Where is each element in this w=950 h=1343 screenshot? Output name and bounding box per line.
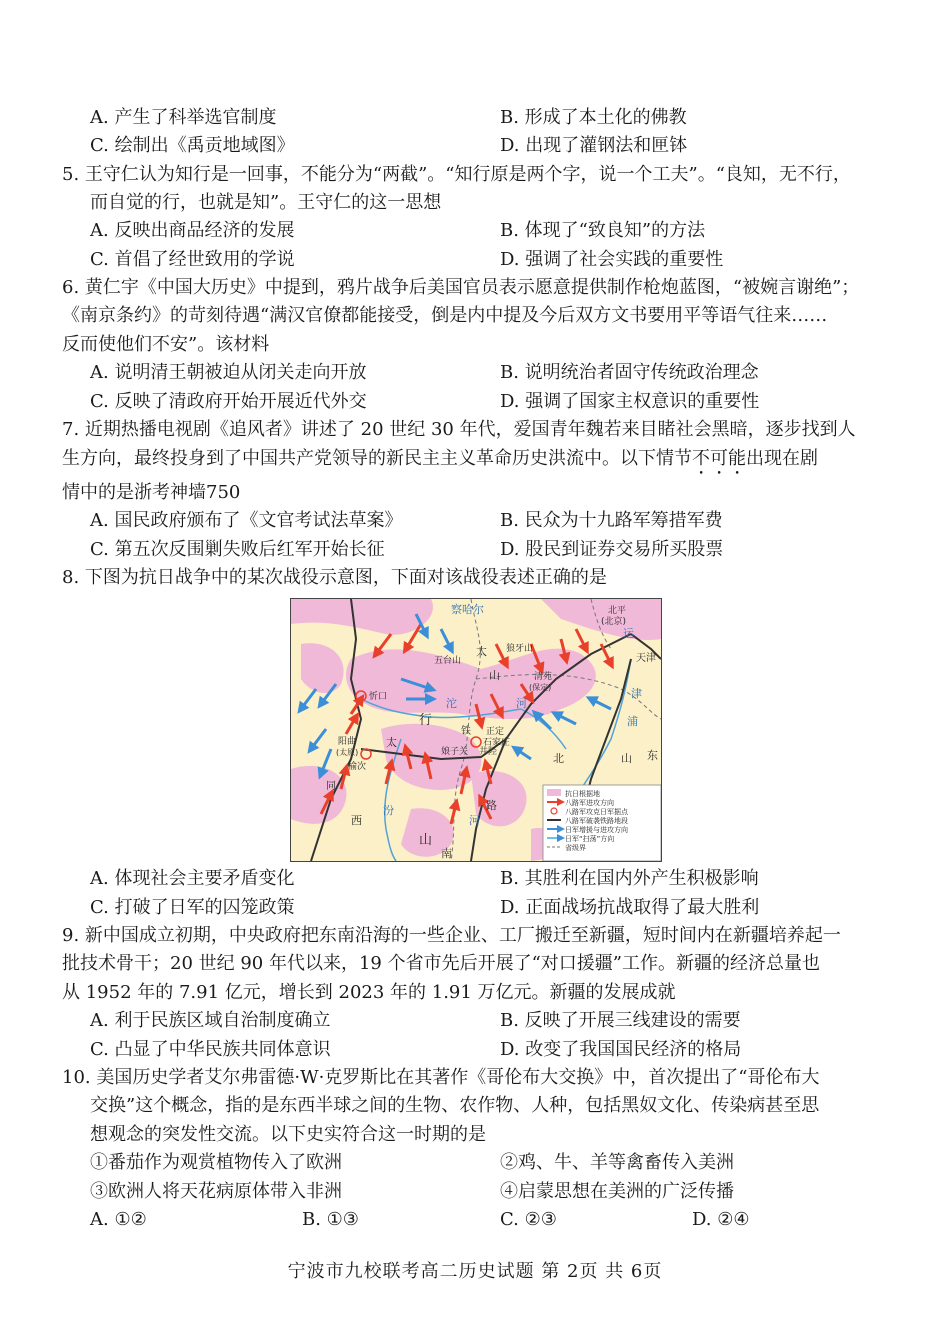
map-label-niangziguan: 娘子关 (441, 747, 469, 757)
q10-option-d: D. ②④ (692, 1209, 750, 1230)
battle-map-svg (291, 599, 661, 861)
q5-stem-line2: 而自觉的行，也就是知”。王守仁的这一思想 (90, 192, 442, 213)
q7-stem-line2-post: 出现在剧 (746, 448, 818, 469)
map-label-tong: 同 (326, 781, 336, 792)
q10-stem-line1: 10. 美国历史学者艾尔弗雷德·W·克罗斯比在其著作《哥伦布大交换》中，首次提出了“哥伦布大 (62, 1067, 820, 1088)
q10-option-a: A. ①② (90, 1209, 147, 1230)
map-label-shan2: 山 (419, 833, 433, 848)
legend-label-2: 八路军攻克日军据点 (565, 808, 628, 816)
map-label-beiping: 北平 (608, 606, 627, 616)
map-label-chahaer: 察哈尔 (451, 603, 484, 616)
q7-stem-line3: 情中的是浙考神墙750 (62, 482, 241, 503)
q7-option-d: D. 股民到证券交易所买股票 (500, 539, 724, 560)
q6-option-c: C. 反映了清政府开始开展近代外交 (90, 391, 367, 412)
map-label-he2: 河 (469, 814, 480, 827)
map-label-fen: 汾 (383, 804, 394, 817)
q9-stem-line3: 从 1952 年的 7.91 亿元，增长到 2023 年的 1.91 万亿元。新疆的发展成就 (62, 982, 676, 1003)
map-label-lu: 路 (486, 799, 497, 812)
legend-label-6: 省级界 (565, 844, 586, 852)
map-label-tai: 太 (476, 645, 487, 658)
q6-stem-line1: 6. 黄仁宇《中国大历史》中提到，鸦片战争后美国官员表示愿意提供制作枪炮蓝图，“被婉言谢绝”； (62, 277, 860, 298)
legend-label-0: 抗日根据地 (565, 790, 600, 798)
q8-option-a: A. 体现社会主要矛盾变化 (90, 868, 295, 889)
map-label-shijiazhuang: 石家庄 (483, 738, 511, 748)
map-label-tai2: 太 (386, 736, 397, 749)
map-label-taiyuan: (太原) (336, 748, 359, 757)
q7-stem-line2 (62, 447, 818, 479)
q6-stem-line2: 《南京条约》的苛刻待遇“满汉官僚都能接受，倒是内中提及今后双方文书要用平等语气往来…… (62, 305, 828, 326)
q10-stem-line3: 想观念的突发性交流。以下史实符合这一时期的是 (90, 1124, 486, 1145)
q8-stem-line1: 8. 下图为抗日战争中的某次战役示意图，下面对该战役表述正确的是 (62, 567, 607, 588)
q7-stem-line1: 7. 近期热播电视剧《追风者》讲述了 20 世纪 30 年代，爱国青年魏若来目睹社会黑暗，逐步找到人 (62, 419, 856, 440)
legend-label-4: 日军增援与进攻方向 (565, 826, 628, 834)
q6-option-d: D. 强调了国家主权意识的重要性 (500, 391, 760, 412)
q10-item-4: ④启蒙思想在美洲的广泛传播 (500, 1181, 734, 1202)
q7-emphasis-text: 不可能 (692, 448, 746, 469)
q10-item-2: ②鸡、牛、羊等禽畜传入美洲 (500, 1152, 734, 1173)
map-label-he1: 河 (516, 697, 527, 710)
map-label-shan1: 山 (489, 669, 500, 682)
q10-item-1: ①番茄作为观赏植物传入了欧洲 (90, 1152, 342, 1173)
map-label-baoding: (保定) (529, 683, 552, 692)
q4-option-c: C. 绘制出《禹贡地域图》 (90, 135, 295, 156)
q9-stem-line2: 批技术骨干；20 世纪 90 年代以来，19 个省市先后开展了“对口援疆”工作。新疆的经济总量也 (62, 953, 821, 974)
map-label-qingyuan: 清苑 (534, 672, 553, 682)
q5-option-a: A. 反映出商品经济的发展 (90, 220, 295, 241)
legend-swatch-base (547, 789, 561, 796)
q4-option-d: D. 出现了灌钢法和匣钵 (500, 135, 688, 156)
map-label-hang: 行 (419, 713, 433, 728)
legend-label-1: 八路军进攻方向 (565, 799, 614, 807)
q5-stem-line1: 5. 王守仁认为知行是一回事，不能分为“两截”。“知行原是两个字，说一个工夫”。“良知，无不行， (62, 164, 851, 185)
battle-map (290, 598, 662, 862)
q9-option-a: A. 利于民族区域自治制度确立 (90, 1010, 331, 1031)
q6-option-a: A. 说明清王朝被迫从闭关走向开放 (90, 362, 367, 383)
map-label-yun: 运 (623, 627, 634, 640)
q9-stem-line1: 9. 新中国成立初期，中央政府把东南沿海的一些企业、工厂搬迁至新疆，短时间内在新疆培养起一 (62, 925, 841, 946)
map-label-pu: 浦 (627, 715, 638, 728)
map-legend (543, 785, 661, 861)
q7-option-a: A. 国民政府颁布了《文官考试法草案》 (90, 510, 403, 531)
map-label-xi: 西 (351, 814, 362, 827)
q5-option-b: B. 体现了“致良知”的方法 (500, 220, 706, 241)
q4-option-b: B. 形成了本土化的佛教 (500, 107, 687, 128)
q5-option-d: D. 强调了社会实践的重要性 (500, 249, 724, 270)
q4-option-a: A. 产生了科举选官制度 (90, 107, 277, 128)
q7-stem-line2-pre: 生方向，最终投身到了中国共产党领导的新民主主义革命历史洪流中。以下情节 (62, 448, 692, 469)
q8-option-d: D. 正面战场抗战取得了最大胜利 (500, 897, 760, 918)
q8-option-b: B. 其胜利在国内外产生积极影响 (500, 868, 759, 889)
q10-option-b: B. ①③ (302, 1209, 359, 1230)
map-label-yangqu: 阳曲 (338, 737, 357, 747)
map-label-jingxing: 井陉 (479, 747, 498, 757)
map-label-yuci: 榆次 (348, 762, 367, 772)
legend-label-5: 日军“扫荡”方向 (565, 835, 615, 843)
map-label-xinkou: 忻口 (369, 692, 388, 702)
q10-item-3: ③欧洲人将天花病原体带入非洲 (90, 1181, 342, 1202)
map-label-jin: 津 (631, 687, 642, 700)
map-label-tianjin: 天津 (636, 653, 656, 664)
q5-option-c: C. 首倡了经世致用的学说 (90, 249, 295, 270)
q8-option-c: C. 打破了日军的囚笼政策 (90, 897, 295, 918)
map-label-langyashan: 狼牙山 (506, 644, 534, 654)
page-footer: 宁波市九校联考高二历史试题 第 2页 共 6页 (287, 1261, 663, 1282)
map-label-wutaishan: 五台山 (434, 656, 462, 666)
map-label-tie: 铁 (461, 726, 471, 737)
map-label-nan: 南 (441, 847, 452, 860)
q7-option-c: C. 第五次反围剿失败后红军开始长征 (90, 539, 385, 560)
q9-option-d: D. 改变了我国国民经济的格局 (500, 1039, 742, 1060)
q6-option-b: B. 说明统治者固守传统政治理念 (500, 362, 759, 383)
q10-option-c: C. ②③ (500, 1209, 557, 1230)
q9-option-c: C. 凸显了中华民族共同体意识 (90, 1039, 331, 1060)
map-label-hu: 沱 (446, 697, 457, 710)
map-label-bei: 北 (553, 752, 564, 765)
q7-option-b: B. 民众为十九路军筹措军费 (500, 510, 723, 531)
legend-label-3: 八路军破袭铁路地段 (565, 817, 628, 825)
map-label-zhengding: 正定 (486, 727, 505, 737)
q9-option-b: B. 反映了开展三线建设的需要 (500, 1010, 741, 1031)
map-label-beijing: (北京) (601, 617, 627, 627)
map-label-dong: 东 (647, 749, 658, 762)
map-label-shandong: 山 (621, 752, 632, 765)
q6-stem-line3: 反而使他们不安”。该材料 (62, 334, 270, 355)
q10-stem-line2: 交换”这个概念，指的是东西半球之间的生物、农作物、人种，包括黑奴文化、传染病甚至思 (90, 1095, 820, 1116)
